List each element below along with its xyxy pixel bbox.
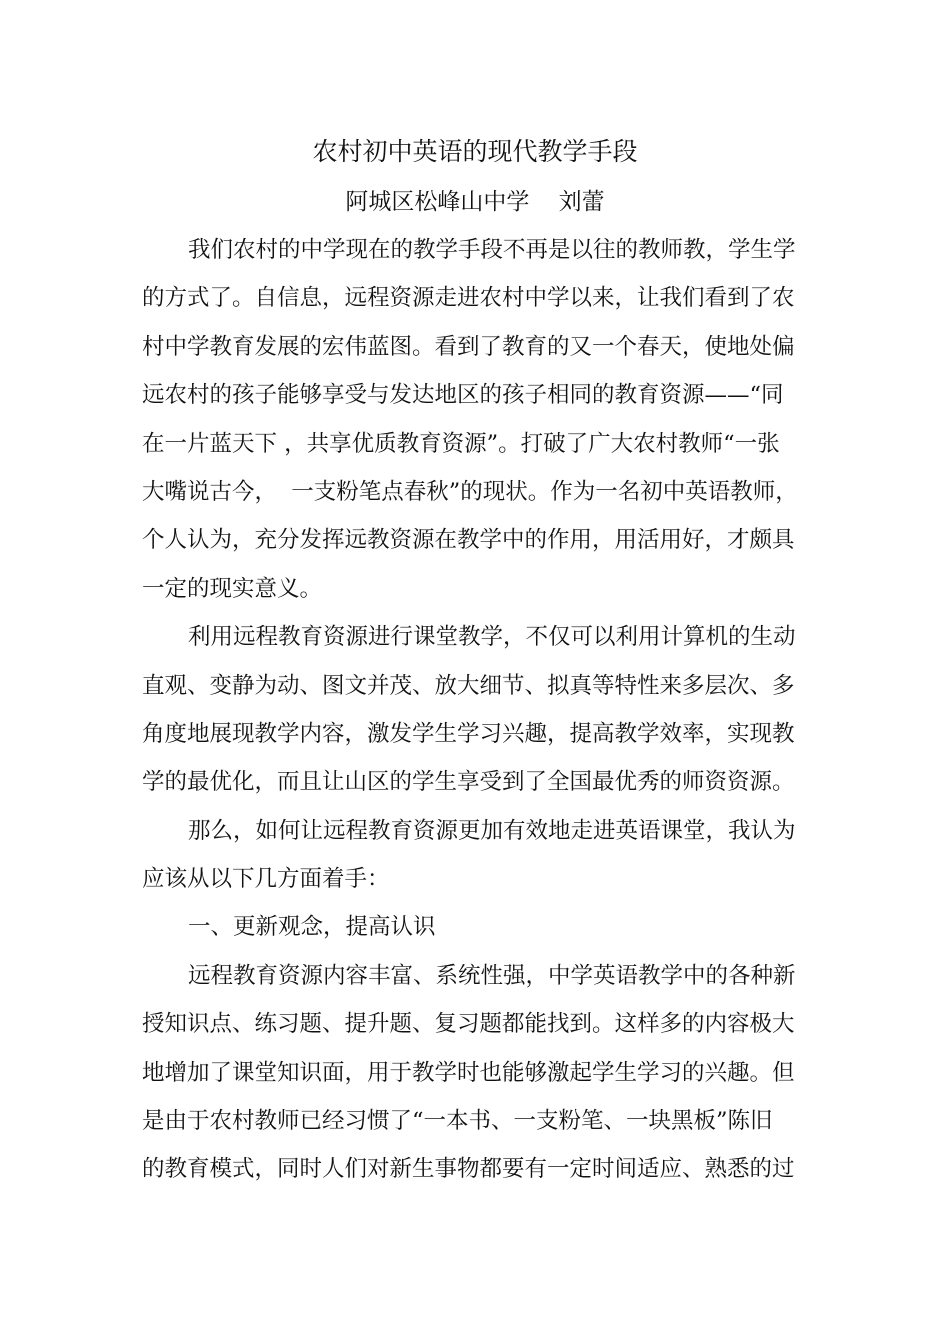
text-line: 的方式了。自信息，远程资源走进农村中学以来，让我们看到了农 (142, 285, 795, 312)
text-line: 大嘴说古今， 一支粉笔点春秋”的现状。作为一名初中英语教师， (142, 478, 798, 505)
text-line: 一定的现实意义。 (142, 575, 323, 602)
text-line: 个人认为，充分发挥远教资源在教学中的作用，用活用好，才颇具 (142, 527, 795, 554)
text-line: 远程教育资源内容丰富、系统性强，中学英语教学中的各种新 (188, 962, 796, 989)
document-title: 农村初中英语的现代教学手段 (312, 137, 638, 166)
text-line: 学的最优化，而且让山区的学生享受到了全国最优秀的师资资源。 (142, 769, 795, 796)
text-line: 直观、变静为动、图文并茂、放大细节、拟真等特性来多层次、多 (142, 672, 795, 699)
text-line: 的教育模式，同时人们对新生事物都要有一定时间适应、熟悉的过 (142, 1156, 795, 1183)
text-line: 角度地展现教学内容，激发学生学习兴趣，提高教学效率，实现教 (142, 720, 795, 747)
text-line: 应该从以下几方面着手： (142, 866, 390, 893)
text-line: 那么，如何让远程教育资源更加有效地走进英语课堂，我认为 (188, 817, 796, 844)
text-line: 授知识点、练习题、提升题、复习题都能找到。这样多的内容极大 (142, 1011, 795, 1038)
text-line: 远农村的孩子能够享受与发达地区的孩子相同的教育资源——“同 (142, 382, 784, 409)
text-line: 利用远程教育资源进行课堂教学，不仅可以利用计算机的生动 (188, 624, 796, 651)
text-line: 一、更新观念，提高认识 (188, 914, 436, 941)
text-line: 是由于农村教师已经习惯了“一本书、一支粉笔、一块黑板”陈旧 (142, 1108, 773, 1135)
text-line: 村中学教育发展的宏伟蓝图。看到了教育的又一个春天，使地处偏 (142, 333, 795, 360)
text-line: 在一片蓝天下 ，共享优质教育资源”。打破了广大农村教师“一张 (142, 430, 780, 457)
body-text (142, 226, 808, 1194)
author-line: 阿城区松峰山中学 刘蕾 (345, 189, 605, 215)
text-line: 地增加了课堂知识面，用于教学时也能够激起学生学习的兴趣。但 (142, 1059, 795, 1086)
text-line: 我们农村的中学现在的教学手段不再是以往的教师教，学生学 (188, 237, 796, 263)
